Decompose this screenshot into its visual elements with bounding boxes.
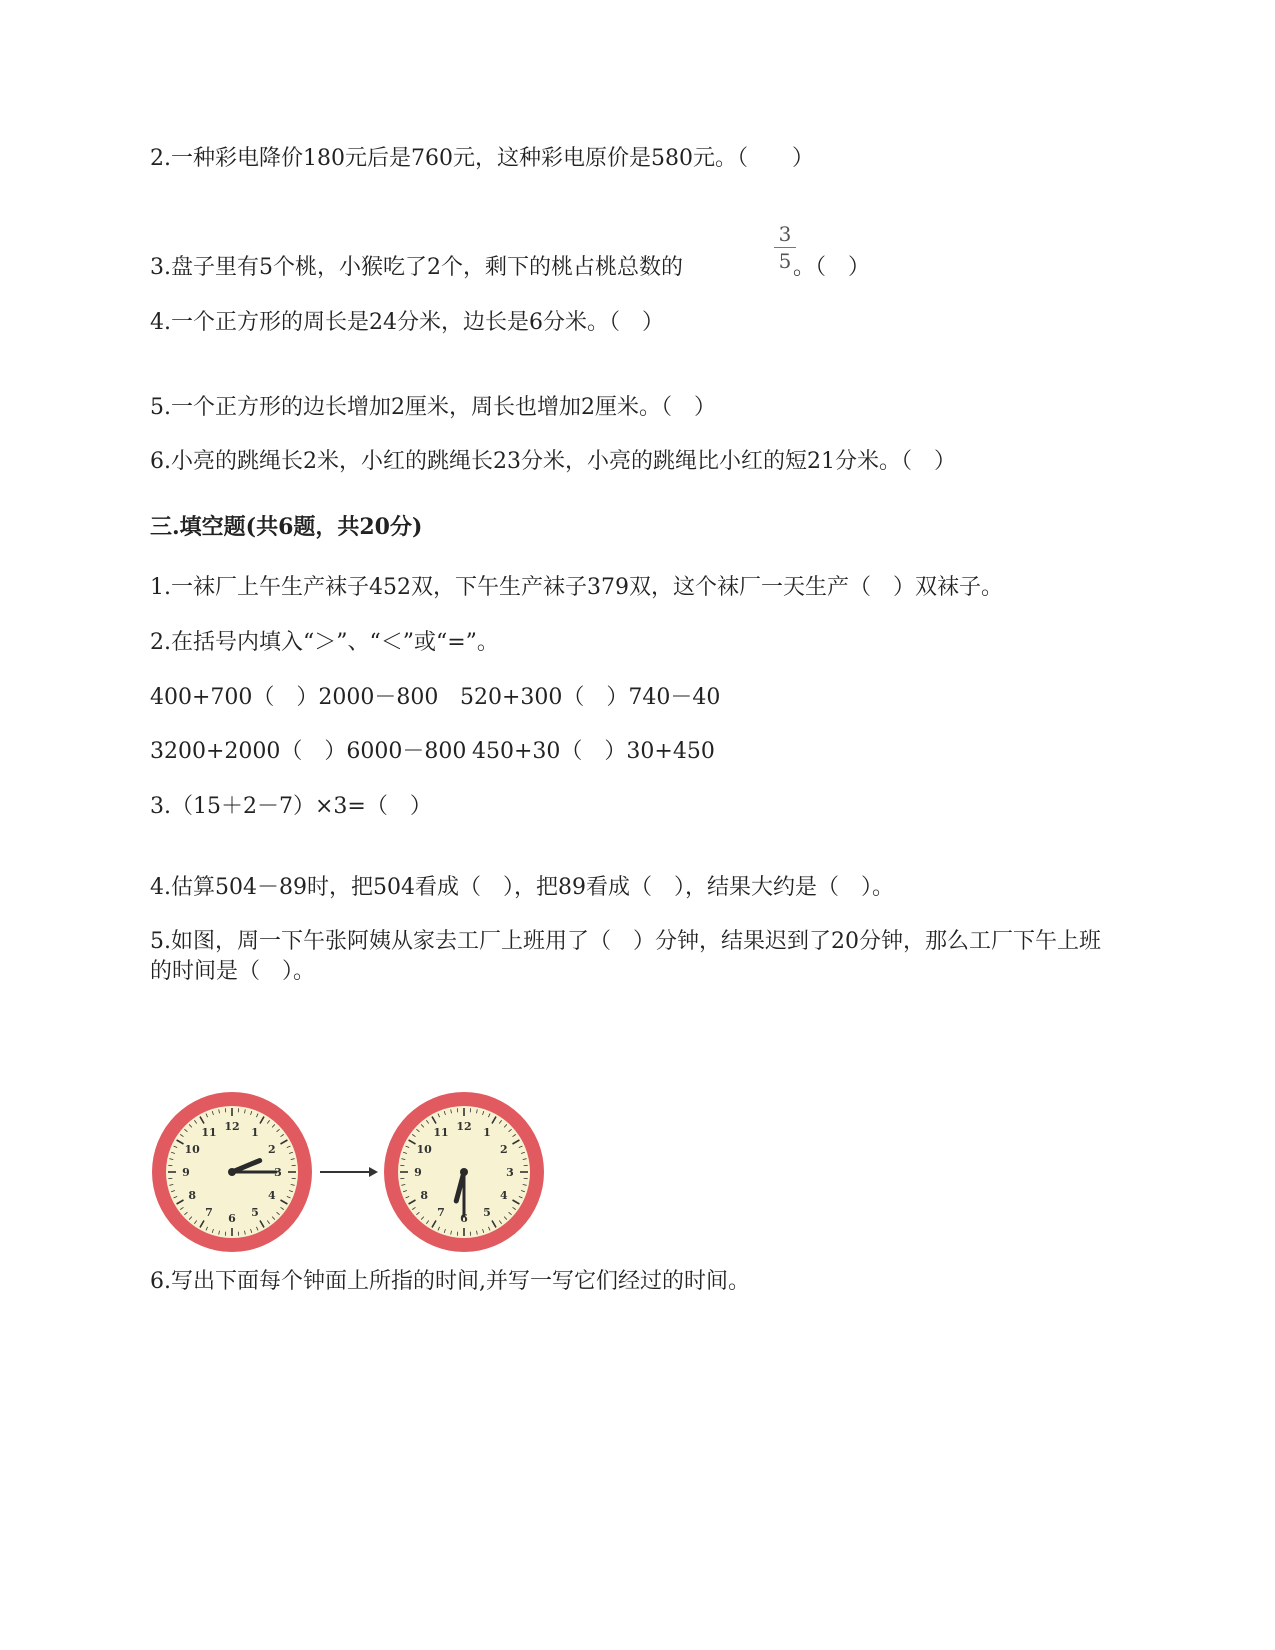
fill-q6: 6.写出下面每个钟面上所指的时间,并写一写它们经过的时间。: [150, 1269, 750, 1294]
clock-numeral: 3: [506, 1166, 514, 1179]
clock-numeral: 8: [188, 1189, 196, 1202]
judgement-q3-text: 3.盘子里有5个桃，小猴吃了2个，剩下的桃占桃总数的: [150, 255, 683, 280]
clock-numeral: 9: [414, 1166, 422, 1179]
fill-q5: 5.如图，周一下午张阿姨从家去工厂上班用了（ ）分钟，结果迟到了20分钟，那么工厂下午上班的时间是（ ）。: [150, 929, 1101, 984]
clock-numeral: 2: [500, 1143, 508, 1156]
compare-row-2a: 3200+2000（ ）6000－800: [150, 739, 467, 764]
judgement-q6: 6.小亮的跳绳长2米，小红的跳绳长23分米，小亮的跳绳比小红的短21分米。（ ）: [150, 449, 956, 474]
fill-q1: 1.一袜厂上午生产袜子452双，下午生产袜子379双，这个袜厂一天生产（ ）双袜子。: [150, 575, 1003, 600]
arrow-icon: [320, 1167, 378, 1177]
clock-numeral: 9: [182, 1166, 190, 1179]
clock-figure: [150, 1090, 570, 1270]
fraction-three-fifths: [770, 222, 800, 273]
clock-numeral: 7: [437, 1205, 445, 1219]
clock-end: [384, 1092, 544, 1252]
clock-numeral: 1: [483, 1126, 491, 1140]
clock-numeral: 4: [268, 1189, 276, 1202]
clock-numeral: 5: [483, 1205, 491, 1219]
fraction-numerator: 3: [778, 222, 792, 246]
judgement-q5: 5.一个正方形的边长增加2厘米，周长也增加2厘米。（ ）: [150, 395, 716, 420]
fill-q4: 4.估算504－89时，把504看成（ ），把89看成（ ），结果大约是（ ）。: [150, 875, 894, 900]
judgement-q2: 2.一种彩电降价180元后是760元，这种彩电原价是580元。（ ）: [150, 146, 814, 171]
clock-numeral: 12: [224, 1120, 240, 1133]
clock-numeral: 3: [274, 1166, 282, 1179]
clock-numeral: 6: [460, 1212, 468, 1225]
clock-start: [152, 1092, 312, 1252]
clock-center: [460, 1168, 468, 1176]
fill-q2: 2.在括号内填入“＞”、“＜”或“=”。: [150, 630, 499, 655]
clock-numeral: 1: [251, 1126, 259, 1140]
clock-center: [228, 1168, 236, 1176]
clock-numeral: 11: [433, 1126, 449, 1140]
compare-row-2b: 450+30（ ）30+450: [472, 739, 715, 764]
clock-numeral: 6: [228, 1212, 236, 1225]
compare-row-1a: 400+700（ ）2000－800: [150, 685, 439, 710]
clock-numeral: 4: [500, 1189, 508, 1202]
clock-numeral: 12: [456, 1120, 472, 1133]
clock-numeral: 7: [205, 1205, 213, 1219]
clock-numeral: 10: [184, 1143, 200, 1156]
fraction-bar: [774, 247, 796, 248]
clock-numeral: 8: [420, 1189, 428, 1202]
judgement-q4: 4.一个正方形的周长是24分米，边长是6分米。（ ）: [150, 310, 664, 335]
compare-row-1b: 520+300（ ）740－40: [460, 685, 721, 710]
clock-numeral: 10: [416, 1143, 432, 1156]
clock-numeral: 5: [251, 1205, 259, 1219]
fill-q3: 3.（15＋2－7）×3=（ ）: [150, 794, 432, 819]
clock-numeral: 2: [268, 1143, 276, 1156]
judgement-q3-end: 。（ ）: [793, 255, 871, 280]
fraction-denominator: 5: [778, 249, 792, 273]
judgement-q3: [150, 253, 870, 283]
clock-numeral: 11: [201, 1126, 217, 1140]
section-heading-fill-blank: 三.填空题(共6题，共20分): [150, 514, 423, 540]
